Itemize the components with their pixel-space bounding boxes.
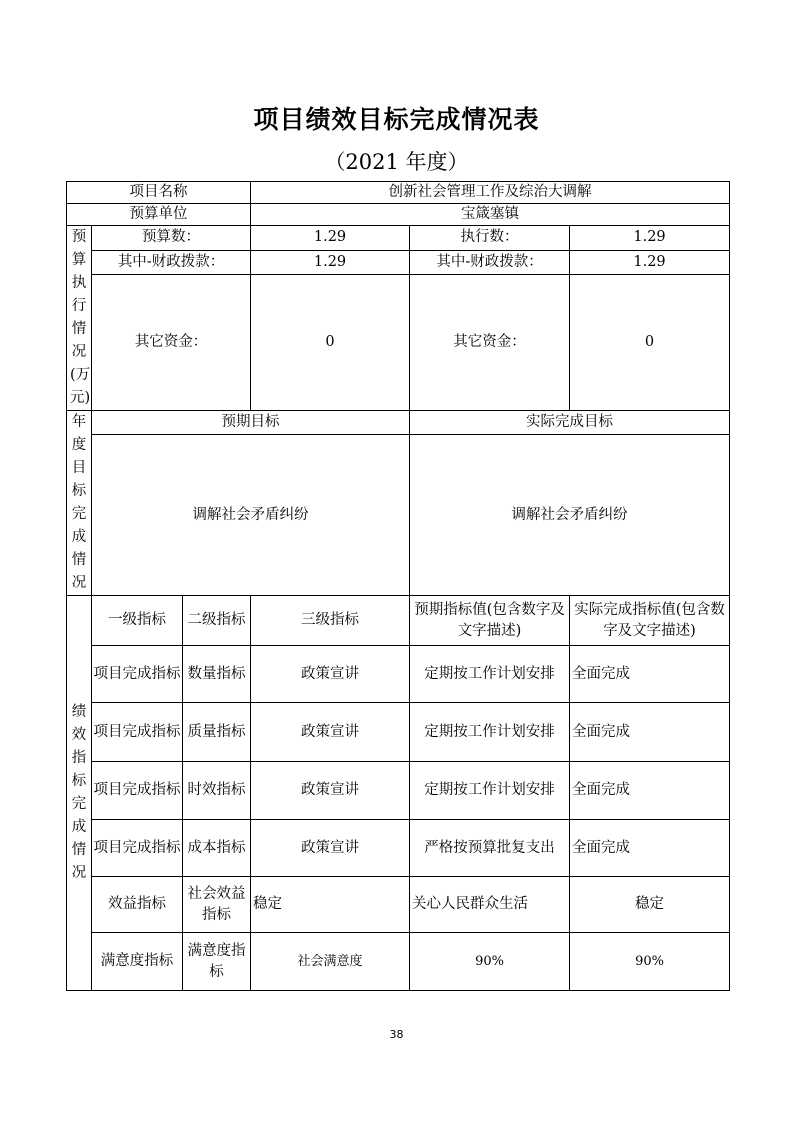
- actual-cell: 稳定: [570, 877, 730, 933]
- table-row: [67, 933, 730, 991]
- actual-cell: 全面完成: [570, 646, 730, 703]
- table-row: [67, 646, 730, 703]
- budget-section-label: 预算执行情况(万元): [67, 226, 92, 411]
- fiscal-exec-value: 1.29: [570, 250, 730, 275]
- actual-goal-header: 实际完成目标: [410, 411, 730, 435]
- annual-section-label: 年度目标完成情况: [67, 411, 92, 596]
- level3-cell: 稳定: [251, 877, 410, 933]
- budget-unit-value: 宝箴塞镇: [251, 204, 730, 226]
- level2-cell: 时效指标: [183, 762, 251, 820]
- table-row: [67, 703, 730, 762]
- other-funds-row: [67, 275, 730, 411]
- budget-amount-row: [67, 226, 730, 251]
- level1-cell: 项目完成指标: [92, 646, 183, 703]
- budget-amount-value: 1.29: [251, 226, 410, 251]
- actual-cell: 全面完成: [570, 820, 730, 877]
- expected-cell: 定期按工作计划安排: [410, 646, 570, 703]
- level3-header: 三级指标: [251, 596, 410, 646]
- page-number: 38: [389, 1028, 404, 1041]
- table-row: [67, 820, 730, 877]
- other-budget-value: 0: [251, 275, 410, 411]
- perf-section-label: 绩效指标完成情况: [67, 596, 92, 991]
- project-name-row: [67, 182, 730, 204]
- expected-cell: 严格按预算批复支出: [410, 820, 570, 877]
- fiscal-exec-label: 其中-财政拨款：: [410, 250, 570, 275]
- level1-cell: 项目完成指标: [92, 762, 183, 820]
- project-name-label: 项目名称: [67, 182, 251, 204]
- table-row: [67, 877, 730, 933]
- expected-cell: 定期按工作计划安排: [410, 762, 570, 820]
- expected-goal-value: 调解社会矛盾纠纷: [92, 435, 410, 596]
- project-name-value: 创新社会管理工作及综治大调解: [251, 182, 730, 204]
- level1-cell: 项目完成指标: [92, 703, 183, 762]
- level2-cell: 成本指标: [183, 820, 251, 877]
- other-exec-value: 0: [570, 275, 730, 411]
- level1-cell: 满意度指标: [92, 933, 183, 991]
- level3-cell: 政策宣讲: [251, 703, 410, 762]
- fiscal-budget-value: 1.29: [251, 250, 410, 275]
- actual-cell: 全面完成: [570, 703, 730, 762]
- level3-cell: 政策宣讲: [251, 820, 410, 877]
- level3-cell: 政策宣讲: [251, 762, 410, 820]
- actual-goal-value: 调解社会矛盾纠纷: [410, 435, 730, 596]
- fiscal-row: [67, 250, 730, 275]
- level2-cell: 社会效益指标: [183, 877, 251, 933]
- budget-amount-label: 预算数：: [92, 226, 251, 251]
- level2-cell: 数量指标: [183, 646, 251, 703]
- actual-header: 实际完成指标值(包含数字及文字描述): [570, 596, 730, 646]
- level2-cell: 满意度指标: [183, 933, 251, 991]
- expected-cell: 90%: [410, 933, 570, 991]
- goal-value-row: [67, 435, 730, 596]
- performance-table: [66, 181, 730, 991]
- expected-goal-header: 预期目标: [92, 411, 410, 435]
- executed-amount-value: 1.29: [570, 226, 730, 251]
- level3-cell: 政策宣讲: [251, 646, 410, 703]
- level2-cell: 质量指标: [183, 703, 251, 762]
- level3-cell: 社会满意度: [251, 933, 410, 991]
- goal-header-row: [67, 411, 730, 435]
- actual-cell: 90%: [570, 933, 730, 991]
- expected-cell: 关心人民群众生活: [410, 877, 570, 933]
- level2-header: 二级指标: [183, 596, 251, 646]
- page-title: 项目绩效目标完成情况表: [253, 105, 540, 134]
- table-row: [67, 762, 730, 820]
- executed-amount-label: 执行数：: [410, 226, 570, 251]
- level1-cell: 项目完成指标: [92, 820, 183, 877]
- expected-header: 预期指标值(包含数字及文字描述): [410, 596, 570, 646]
- level1-cell: 效益指标: [92, 877, 183, 933]
- page-subtitle: （2021 年度）: [324, 150, 469, 174]
- actual-cell: 全面完成: [570, 762, 730, 820]
- expected-cell: 定期按工作计划安排: [410, 703, 570, 762]
- fiscal-budget-label: 其中-财政拨款：: [92, 250, 251, 275]
- budget-unit-row: [67, 204, 730, 226]
- budget-unit-label: 预算单位: [67, 204, 251, 226]
- perf-header-row: [67, 596, 730, 646]
- other-exec-label: 其它资金：: [410, 275, 570, 411]
- other-budget-label: 其它资金：: [92, 275, 251, 411]
- level1-header: 一级指标: [92, 596, 183, 646]
